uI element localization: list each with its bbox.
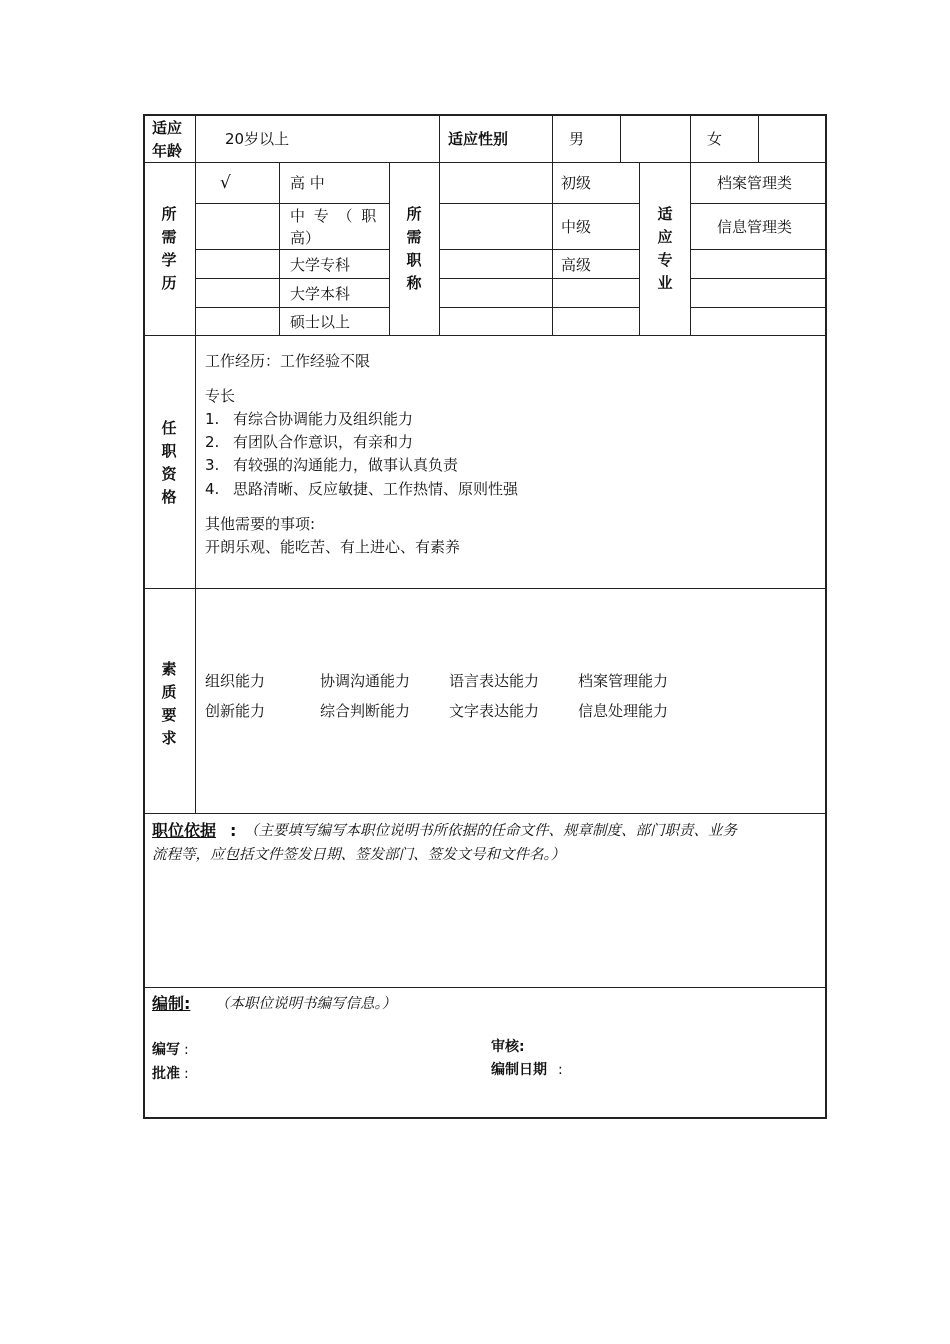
age-value: 20岁以上 (225, 130, 290, 148)
basis-heading-colon: : (230, 821, 237, 840)
quality-item: 信息处理能力 (578, 702, 669, 720)
skill-number: 1. (205, 410, 220, 428)
approver-label: 批准 (152, 1066, 180, 1082)
compile-date-label: 编制日期 (491, 1062, 547, 1078)
skill-number: 3. (205, 456, 220, 474)
compile-note: （本职位说明书编写信息。） (215, 996, 397, 1012)
quality-item: 档案管理能力 (578, 672, 669, 690)
row-divider (439, 307, 639, 308)
column-divider (690, 114, 691, 335)
skill-item: 有较强的沟通能力，做事认真负责 (233, 456, 459, 474)
major-label: 适 应 专 业 (657, 205, 673, 292)
age-label-line1: 适应 (152, 119, 183, 137)
skills-heading: 专长 (205, 387, 236, 405)
basis-note-line2: 流程等，应包括文件签发日期、签发部门、签发文号和文件名。） (152, 847, 566, 863)
education-level-high-school: 高 中 (290, 174, 325, 192)
column-divider (552, 162, 553, 335)
quality-item: 文字表达能力 (449, 702, 540, 720)
writer-label: 编写 (152, 1042, 180, 1058)
row-divider (195, 307, 389, 308)
quality-label: 素 质 要 求 (161, 660, 177, 747)
qualification-label: 任 职 资 格 (161, 419, 177, 506)
row-divider (690, 203, 827, 204)
row-divider (439, 249, 639, 250)
column-divider (195, 114, 196, 813)
work-experience: 工作经历：工作经验不限 (205, 352, 371, 370)
age-label-line2: 年龄 (152, 142, 183, 160)
other-requirements-heading: 其他需要的事项: (205, 515, 316, 533)
column-divider (279, 162, 280, 335)
approver-colon: : (184, 1066, 189, 1082)
row-divider (143, 987, 827, 988)
quality-item: 协调沟通能力 (320, 672, 411, 690)
gender-female: 女 (707, 130, 723, 148)
education-level-vocational-line2: 高） (290, 229, 321, 247)
row-divider (143, 588, 827, 589)
title-label: 所 需 职 称 (406, 205, 422, 292)
row-divider (143, 162, 827, 163)
row-divider (690, 249, 827, 250)
basis-note-line1: （主要填写编写本职位说明书所依据的任命文件、规章制度、部门职责、业务 (244, 823, 737, 839)
quality-item: 语言表达能力 (449, 672, 540, 690)
major-archive-management: 档案管理类 (717, 174, 793, 192)
education-level-junior-college: 大学专科 (290, 256, 351, 274)
quality-item: 组织能力 (205, 672, 266, 690)
education-level-bachelor: 大学本科 (290, 285, 351, 303)
column-divider (758, 114, 759, 162)
skill-item: 有综合协调能力及组织能力 (233, 410, 414, 428)
column-divider (439, 114, 440, 335)
title-level-middle: 中级 (561, 218, 592, 236)
row-divider (143, 813, 827, 814)
basis-heading: 职位依据 (152, 821, 217, 840)
skill-item: 有团队合作意识，有亲和力 (233, 433, 414, 451)
row-divider (143, 335, 827, 336)
skill-number: 2. (205, 433, 220, 451)
compile-heading: 编制: (152, 994, 191, 1013)
row-divider (690, 278, 827, 279)
other-requirements-text: 开朗乐观、能吃苦、有上进心、有素养 (205, 538, 461, 556)
quality-item: 综合判断能力 (320, 702, 411, 720)
reviewer-label: 审核: (491, 1039, 525, 1055)
column-divider (552, 114, 553, 162)
column-divider (639, 162, 640, 335)
title-level-junior: 初级 (561, 174, 592, 192)
skill-item: 思路清晰、反应敏捷、工作热情、原则性强 (233, 480, 519, 498)
job-requirements-table (143, 114, 827, 1119)
column-divider (389, 162, 390, 335)
column-divider (620, 114, 621, 162)
education-check-mark: √ (220, 173, 231, 193)
row-divider (690, 307, 827, 308)
writer-colon: : (184, 1042, 189, 1058)
compile-date-colon: : (558, 1062, 563, 1078)
row-divider (195, 278, 389, 279)
education-label: 所 需 学 历 (161, 205, 177, 292)
education-level-vocational-line1: 中 专 （ 职 (290, 207, 377, 225)
row-divider (195, 249, 389, 250)
row-divider (439, 203, 639, 204)
education-level-master: 硕士以上 (290, 313, 351, 331)
gender-male: 男 (569, 130, 585, 148)
row-divider (195, 203, 389, 204)
skill-number: 4. (205, 480, 220, 498)
row-divider (439, 278, 639, 279)
gender-label: 适应性别 (448, 130, 509, 148)
quality-item: 创新能力 (205, 702, 266, 720)
major-information-management: 信息管理类 (717, 218, 793, 236)
title-level-senior: 高级 (561, 256, 592, 274)
